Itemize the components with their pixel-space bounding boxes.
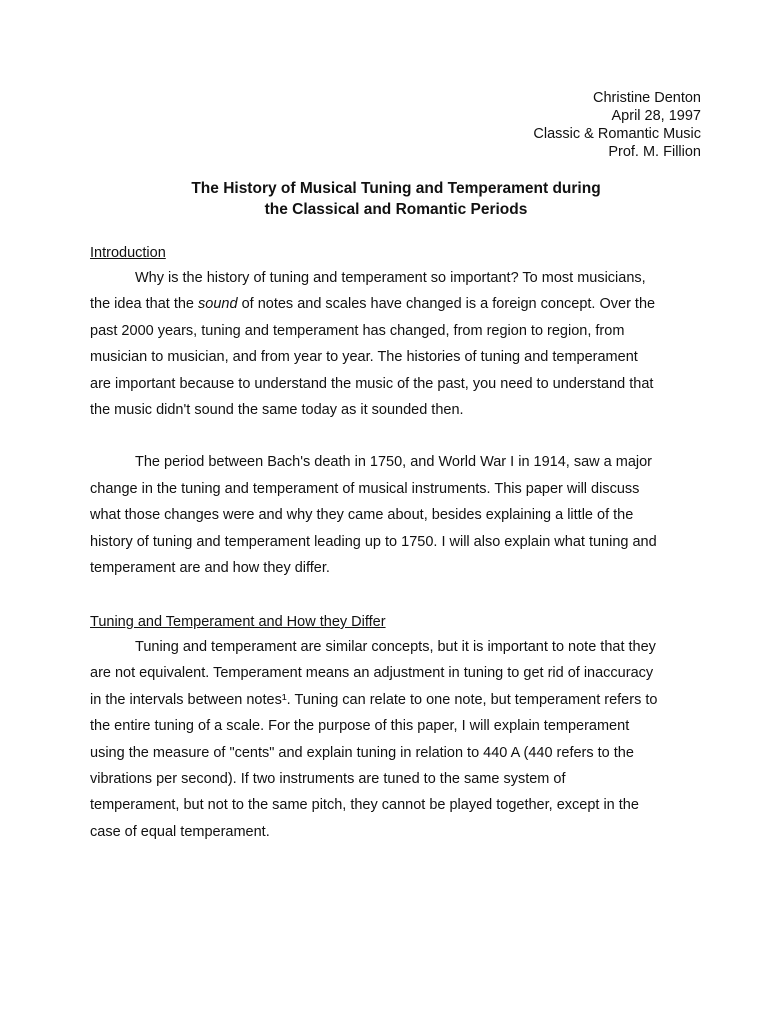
text-line: history of tuning and temperament leading up to 1750. I will also explain what tuning and: [90, 533, 657, 550]
introduction-heading: Introduction: [90, 245, 166, 261]
text-line: musician to musician, and from year to year. The histories of tuning and temperament: [90, 349, 638, 366]
text-line: the music didn't sound the same today as it sounded then.: [90, 402, 464, 419]
text-line: are important because to understand the music of the past, you need to understand that: [90, 375, 654, 392]
text-line: Why is the history of tuning and temperament so important? To most musicians,: [135, 270, 646, 286]
author-header: [533, 89, 701, 161]
introduction-section: [90, 243, 710, 581]
paper-date: April 28, 1997: [611, 108, 701, 124]
tuning-section-heading: Tuning and Temperament and How they Differ: [90, 614, 386, 630]
professor-name: Prof. M. Fillion: [608, 144, 701, 160]
emphasized-word: sound: [198, 296, 238, 313]
text-line: change in the tuning and temperament of musical instruments. This paper will discuss: [90, 480, 640, 497]
tuning-paragraph-1: [90, 634, 710, 845]
text-line: temperament, but not to the same pitch, they cannot be played together, except in the: [90, 797, 639, 814]
text-line: Tuning and temperament are similar concepts, but it is important to note that they: [135, 639, 656, 655]
text-line: in the intervals between notes¹. Tuning can relate to one note, but temperament refers to: [90, 691, 658, 708]
text-line: what those changes were and why they came about, besides explaining a little of the: [90, 507, 634, 524]
introduction-paragraph-2: [90, 449, 710, 581]
author-name: Christine Denton: [593, 90, 701, 106]
text-line: are not equivalent. Temperament means an adjustment in tuning to get rid of inaccuracy: [90, 665, 654, 682]
text-line: vibrations per second). If two instruments are tuned to the same system of: [90, 771, 566, 788]
introduction-paragraph-1: [90, 265, 710, 423]
text-fragment: of notes and scales have changed is a foreign concept. Over the: [237, 296, 656, 313]
paper-title: [90, 178, 702, 220]
text-line: The period between Bach's death in 1750, and World War I in 1914, saw a major: [135, 454, 653, 471]
title-line-1: The History of Musical Tuning and Temperament during: [191, 180, 601, 197]
text-line: past 2000 years, tuning and temperament has changed, from region to region, from: [90, 322, 625, 339]
text-fragment: the idea that the: [90, 296, 199, 313]
text-line: the entire tuning of a scale. For the purpose of this paper, I will explain temperament: [90, 718, 630, 735]
text-line: [90, 291, 710, 317]
tuning-temperament-section: [90, 612, 710, 845]
text-line: using the measure of "cents" and explain tuning in relation to 440 A (440 refers to the: [90, 744, 634, 761]
text-line: case of equal temperament.: [90, 823, 270, 840]
text-line: temperament are and how they differ.: [90, 560, 330, 577]
course-name: Classic & Romantic Music: [533, 126, 701, 142]
title-line-2: the Classical and Romantic Periods: [264, 201, 528, 218]
